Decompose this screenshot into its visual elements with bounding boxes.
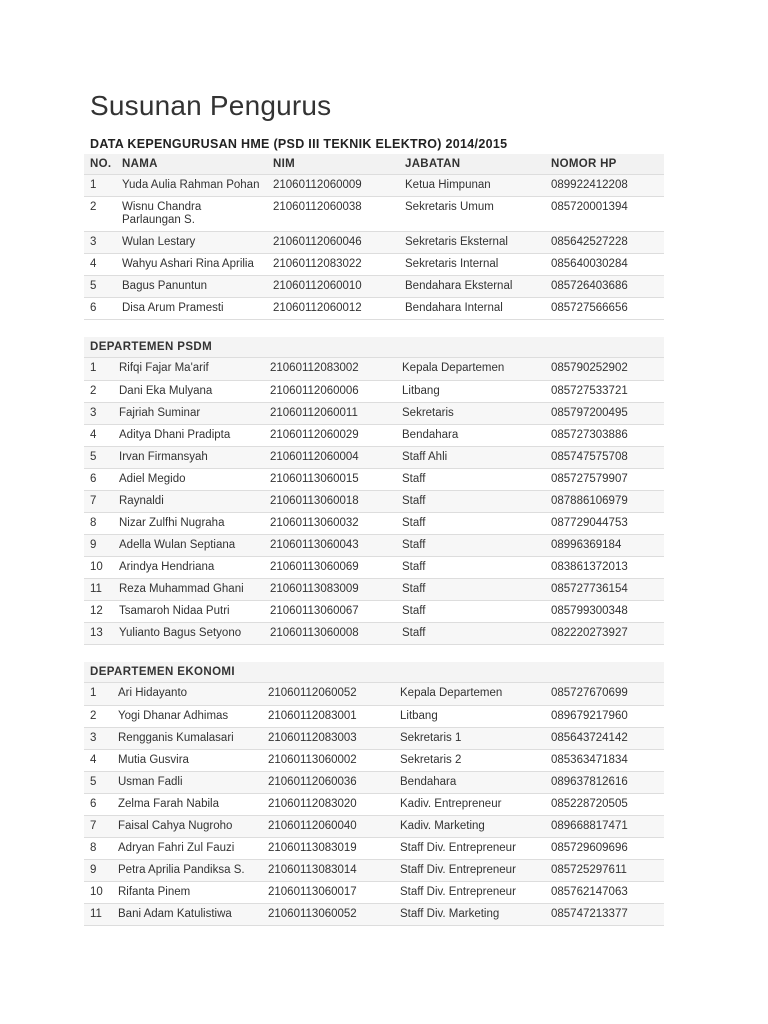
cell-nim: 21060112060004 bbox=[264, 446, 396, 468]
column-header-jabatan: JABATAN bbox=[399, 154, 545, 175]
cell-nim: 21060113060069 bbox=[264, 556, 396, 578]
cell-jabatan: Bendahara bbox=[396, 424, 545, 446]
cell-nomor-hp: 085642527228 bbox=[545, 232, 664, 254]
cell-nama: Nizar Zulfhi Nugraha bbox=[113, 512, 264, 534]
cell-nomor-hp: 085729609696 bbox=[545, 837, 664, 859]
table-header-row bbox=[84, 154, 664, 175]
cell-nomor-hp: 089668817471 bbox=[545, 815, 664, 837]
cell-nomor-hp: 085762147063 bbox=[545, 881, 664, 903]
cell-no: 9 bbox=[84, 534, 113, 556]
table-row bbox=[84, 175, 664, 197]
table-row bbox=[84, 468, 664, 490]
cell-no: 7 bbox=[84, 490, 113, 512]
cell-no: 13 bbox=[84, 622, 113, 644]
psdm-table bbox=[84, 358, 664, 645]
table-row bbox=[84, 276, 664, 298]
cell-jabatan: Sekretaris bbox=[396, 402, 545, 424]
cell-nama: Mutia Gusvira bbox=[112, 749, 262, 771]
cell-nama: Usman Fadli bbox=[112, 771, 262, 793]
cell-nomor-hp: 085720001394 bbox=[545, 197, 664, 232]
cell-nomor-hp: 089679217960 bbox=[545, 705, 664, 727]
cell-no: 8 bbox=[84, 837, 112, 859]
section-heading: DEPARTEMEN EKONOMI bbox=[84, 662, 664, 683]
cell-jabatan: Staff bbox=[396, 556, 545, 578]
table-row bbox=[84, 512, 664, 534]
cell-jabatan: Staff Div. Marketing bbox=[394, 903, 545, 925]
table-row bbox=[84, 402, 664, 424]
cell-nim: 21060112083002 bbox=[264, 358, 396, 380]
cell-nama: Fajriah Suminar bbox=[113, 402, 264, 424]
cell-nim: 21060113083014 bbox=[262, 859, 394, 881]
cell-no: 6 bbox=[84, 298, 116, 320]
cell-nama: Wahyu Ashari Rina Aprilia bbox=[116, 254, 267, 276]
cell-no: 1 bbox=[84, 358, 113, 380]
cell-nama: Raynaldi bbox=[113, 490, 264, 512]
table-row bbox=[84, 903, 664, 925]
cell-jabatan: Bendahara bbox=[394, 771, 545, 793]
cell-jabatan: Staff bbox=[396, 512, 545, 534]
cell-jabatan: Bendahara Internal bbox=[399, 298, 545, 320]
cell-no: 2 bbox=[84, 705, 112, 727]
cell-nomor-hp: 085747575708 bbox=[545, 446, 664, 468]
cell-nama: Disa Arum Pramesti bbox=[116, 298, 267, 320]
cell-jabatan: Sekretaris Internal bbox=[399, 254, 545, 276]
cell-nama: Bani Adam Katulistiwa bbox=[112, 903, 262, 925]
cell-nomor-hp: 089922412208 bbox=[545, 175, 664, 197]
cell-jabatan: Litbang bbox=[394, 705, 545, 727]
cell-nama: Ari Hidayanto bbox=[112, 683, 262, 705]
cell-nomor-hp: 087886106979 bbox=[545, 490, 664, 512]
table-row bbox=[84, 556, 664, 578]
cell-jabatan: Staff bbox=[396, 490, 545, 512]
cell-jabatan: Staff bbox=[396, 622, 545, 644]
cell-nim: 21060112060046 bbox=[267, 232, 399, 254]
cell-nama: Wisnu Chandra Parlaungan S. bbox=[116, 197, 267, 232]
cell-no: 4 bbox=[84, 424, 113, 446]
cell-no: 5 bbox=[84, 771, 112, 793]
cell-nama: Rengganis Kumalasari bbox=[112, 727, 262, 749]
section-departemen-ekonomi bbox=[84, 662, 664, 926]
cell-nim: 21060112060040 bbox=[262, 815, 394, 837]
cell-jabatan: Sekretaris 1 bbox=[394, 727, 545, 749]
cell-nomor-hp: 085643724142 bbox=[545, 727, 664, 749]
cell-nomor-hp: 085727303886 bbox=[545, 424, 664, 446]
cell-nomor-hp: 085363471834 bbox=[545, 749, 664, 771]
cell-nama: Rifqi Fajar Ma'arif bbox=[113, 358, 264, 380]
cell-nomor-hp: 085727533721 bbox=[545, 380, 664, 402]
cell-nomor-hp: 082220273927 bbox=[545, 622, 664, 644]
cell-nama: Aditya Dhani Pradipta bbox=[113, 424, 264, 446]
cell-jabatan: Ketua Himpunan bbox=[399, 175, 545, 197]
cell-jabatan: Staff Ahli bbox=[396, 446, 545, 468]
cell-nomor-hp: 085640030284 bbox=[545, 254, 664, 276]
cell-no: 11 bbox=[84, 578, 113, 600]
cell-jabatan: Litbang bbox=[396, 380, 545, 402]
table-row bbox=[84, 837, 664, 859]
cell-no: 2 bbox=[84, 197, 116, 232]
cell-jabatan: Staff Div. Entrepreneur bbox=[394, 881, 545, 903]
cell-nomor-hp: 085726403686 bbox=[545, 276, 664, 298]
table-row bbox=[84, 232, 664, 254]
cell-no: 6 bbox=[84, 793, 112, 815]
cell-jabatan: Sekretaris Umum bbox=[399, 197, 545, 232]
cell-jabatan: Staff bbox=[396, 578, 545, 600]
cell-no: 11 bbox=[84, 903, 112, 925]
cell-nim: 21060113060017 bbox=[262, 881, 394, 903]
cell-no: 5 bbox=[84, 446, 113, 468]
table-row bbox=[84, 749, 664, 771]
column-header-no: NO. bbox=[84, 154, 116, 175]
section-heading: DATA KEPENGURUSAN HME (PSD III TEKNIK ELEKTRO) 2014/2015 bbox=[90, 137, 508, 151]
cell-nama: Petra Aprilia Pandiksa S. bbox=[112, 859, 262, 881]
column-header-nama: NAMA bbox=[116, 154, 267, 175]
cell-no: 10 bbox=[84, 556, 113, 578]
cell-nim: 21060112083003 bbox=[262, 727, 394, 749]
cell-jabatan: Kepala Departemen bbox=[396, 358, 545, 380]
cell-jabatan: Sekretaris 2 bbox=[394, 749, 545, 771]
cell-nomor-hp: 085747213377 bbox=[545, 903, 664, 925]
cell-nim: 21060112060038 bbox=[267, 197, 399, 232]
table-row bbox=[84, 490, 664, 512]
cell-nim: 21060112060009 bbox=[267, 175, 399, 197]
cell-no: 7 bbox=[84, 815, 112, 837]
cell-no: 2 bbox=[84, 380, 113, 402]
cell-jabatan: Kadiv. Entrepreneur bbox=[394, 793, 545, 815]
cell-nama: Rifanta Pinem bbox=[112, 881, 262, 903]
cell-no: 4 bbox=[84, 749, 112, 771]
cell-nomor-hp: 085727579907 bbox=[545, 468, 664, 490]
cell-jabatan: Staff bbox=[396, 468, 545, 490]
cell-nim: 21060113060043 bbox=[264, 534, 396, 556]
cell-nomor-hp: 087729044753 bbox=[545, 512, 664, 534]
table-row bbox=[84, 859, 664, 881]
cell-nim: 21060112060036 bbox=[262, 771, 394, 793]
cell-jabatan: Bendahara Eksternal bbox=[399, 276, 545, 298]
section-departemen-psdm bbox=[84, 337, 664, 645]
cell-no: 6 bbox=[84, 468, 113, 490]
cell-nomor-hp: 085727670699 bbox=[545, 683, 664, 705]
cell-nim: 21060113060002 bbox=[262, 749, 394, 771]
cell-nim: 21060112060006 bbox=[264, 380, 396, 402]
cell-nama: Bagus Panuntun bbox=[116, 276, 267, 298]
cell-no: 4 bbox=[84, 254, 116, 276]
cell-no: 5 bbox=[84, 276, 116, 298]
cell-no: 8 bbox=[84, 512, 113, 534]
cell-no: 12 bbox=[84, 600, 113, 622]
cell-no: 10 bbox=[84, 881, 112, 903]
cell-nomor-hp: 085799300348 bbox=[545, 600, 664, 622]
table-row bbox=[84, 727, 664, 749]
cell-nama: Yuda Aulia Rahman Pohan bbox=[116, 175, 267, 197]
table-row bbox=[84, 197, 664, 232]
cell-nama: Yulianto Bagus Setyono bbox=[113, 622, 264, 644]
cell-jabatan: Sekretaris Eksternal bbox=[399, 232, 545, 254]
cell-nama: Arindya Hendriana bbox=[113, 556, 264, 578]
cell-nim: 21060113060018 bbox=[264, 490, 396, 512]
cell-nim: 21060113060008 bbox=[264, 622, 396, 644]
cell-nim: 21060112060012 bbox=[267, 298, 399, 320]
cell-nomor-hp: 085790252902 bbox=[545, 358, 664, 380]
cell-nama: Wulan Lestary bbox=[116, 232, 267, 254]
cell-jabatan: Staff bbox=[396, 534, 545, 556]
table-row bbox=[84, 424, 664, 446]
cell-nim: 21060112083022 bbox=[267, 254, 399, 276]
table-row bbox=[84, 881, 664, 903]
cell-nama: Reza Muhammad Ghani bbox=[113, 578, 264, 600]
cell-nim: 21060113083019 bbox=[262, 837, 394, 859]
cell-nama: Irvan Firmansyah bbox=[113, 446, 264, 468]
table-row bbox=[84, 705, 664, 727]
cell-no: 9 bbox=[84, 859, 112, 881]
cell-jabatan: Kadiv. Marketing bbox=[394, 815, 545, 837]
cell-jabatan: Staff Div. Entrepreneur bbox=[394, 837, 545, 859]
table-row bbox=[84, 600, 664, 622]
cell-nomor-hp: 085725297611 bbox=[545, 859, 664, 881]
cell-nama: Adella Wulan Septiana bbox=[113, 534, 264, 556]
cell-no: 1 bbox=[84, 175, 116, 197]
cell-nama: Zelma Farah Nabila bbox=[112, 793, 262, 815]
cell-nim: 21060112060010 bbox=[267, 276, 399, 298]
cell-nomor-hp: 085727566656 bbox=[545, 298, 664, 320]
ekonomi-table bbox=[84, 683, 664, 926]
table-row bbox=[84, 380, 664, 402]
cell-nama: Dani Eka Mulyana bbox=[113, 380, 264, 402]
cell-nomor-hp: 089637812616 bbox=[545, 771, 664, 793]
table-row bbox=[84, 446, 664, 468]
pengurus-table bbox=[84, 154, 664, 320]
cell-jabatan: Staff bbox=[396, 600, 545, 622]
column-header-nim: NIM bbox=[267, 154, 399, 175]
cell-nim: 21060112083020 bbox=[262, 793, 394, 815]
column-header-nomor-hp: NOMOR HP bbox=[545, 154, 664, 175]
cell-nim: 21060113060015 bbox=[264, 468, 396, 490]
cell-no: 3 bbox=[84, 727, 112, 749]
cell-nim: 21060112083001 bbox=[262, 705, 394, 727]
cell-nim: 21060113083009 bbox=[264, 578, 396, 600]
cell-nomor-hp: 085797200495 bbox=[545, 402, 664, 424]
cell-nomor-hp: 083861372013 bbox=[545, 556, 664, 578]
cell-nama: Tsamaroh Nidaa Putri bbox=[113, 600, 264, 622]
cell-nomor-hp: 085228720505 bbox=[545, 793, 664, 815]
cell-jabatan: Kepala Departemen bbox=[394, 683, 545, 705]
table-row bbox=[84, 298, 664, 320]
cell-no: 3 bbox=[84, 402, 113, 424]
table-row bbox=[84, 578, 664, 600]
cell-nama: Adiel Megido bbox=[113, 468, 264, 490]
table-row bbox=[84, 254, 664, 276]
table-row bbox=[84, 793, 664, 815]
table-row bbox=[84, 771, 664, 793]
cell-nim: 21060113060032 bbox=[264, 512, 396, 534]
cell-no: 3 bbox=[84, 232, 116, 254]
cell-jabatan: Staff Div. Entrepreneur bbox=[394, 859, 545, 881]
cell-nim: 21060112060011 bbox=[264, 402, 396, 424]
cell-nim: 21060113060052 bbox=[262, 903, 394, 925]
table-row bbox=[84, 534, 664, 556]
cell-nim: 21060112060029 bbox=[264, 424, 396, 446]
table-row bbox=[84, 622, 664, 644]
cell-nomor-hp: 08996369184 bbox=[545, 534, 664, 556]
table-row bbox=[84, 358, 664, 380]
cell-nim: 21060113060067 bbox=[264, 600, 396, 622]
page-title: Susunan Pengurus bbox=[90, 90, 332, 121]
cell-no: 1 bbox=[84, 683, 112, 705]
cell-nama: Yogi Dhanar Adhimas bbox=[112, 705, 262, 727]
cell-nomor-hp: 085727736154 bbox=[545, 578, 664, 600]
table-row bbox=[84, 815, 664, 837]
table-row bbox=[84, 683, 664, 705]
cell-nim: 21060112060052 bbox=[262, 683, 394, 705]
section-pengurus-inti bbox=[84, 134, 664, 320]
section-heading: DEPARTEMEN PSDM bbox=[84, 337, 664, 358]
cell-nama: Faisal Cahya Nugroho bbox=[112, 815, 262, 837]
cell-nama: Adryan Fahri Zul Fauzi bbox=[112, 837, 262, 859]
